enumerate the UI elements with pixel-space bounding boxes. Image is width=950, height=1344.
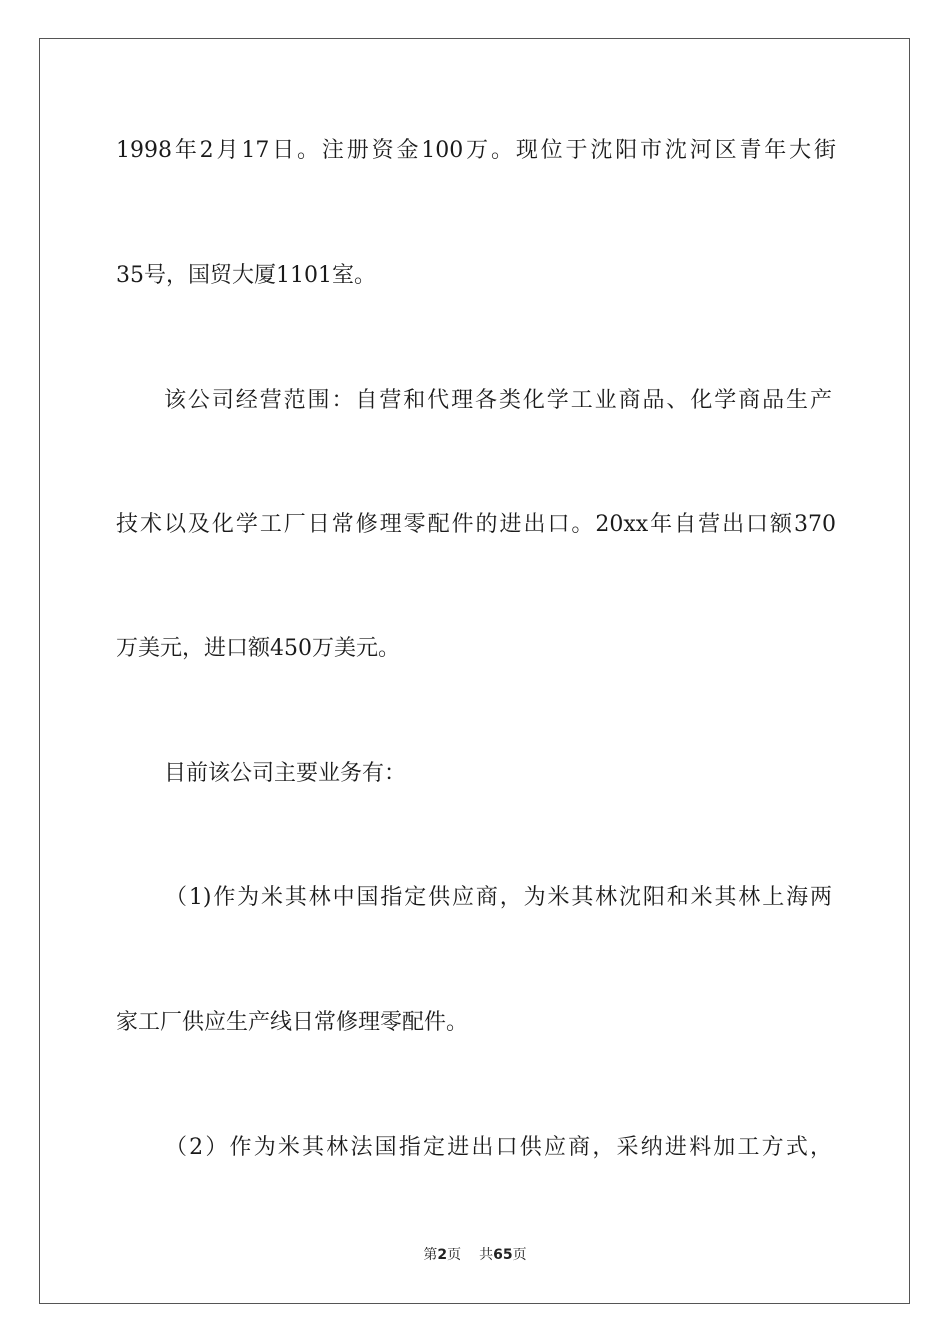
footer-total-prefix: 共 [479,1247,494,1263]
body-line-4: 技术以及化学工厂日常修理零配件的进出口。20xx年自营出口额370 [116,512,836,537]
body-line-1: 1998年2月17日。注册资金100万。现位于沈阳市沈河区青年大街 [116,138,836,163]
footer-page-suffix: 页 [447,1247,462,1263]
page-footer [0,1245,950,1265]
body-line-3: 该公司经营范围：自营和代理各类化学工业商品、化学商品生产 [164,388,832,413]
body-line-9: （2）作为米其林法国指定进出口供应商，采纳进料加工方式， [165,1135,832,1160]
footer-page-number: 2 [437,1247,448,1263]
body-line-7: （1)作为米其林中国指定供应商，为米其林沈阳和米其林上海两 [165,885,832,910]
body-line-8: 家工厂供应生产线日常修理零配件。 [116,1010,469,1035]
body-line-2: 35号，国贸大厦1101室。 [116,263,376,288]
body-line-6: 目前该公司主要业务有： [164,761,407,786]
footer-prefix: 第 [423,1247,438,1263]
body-line-5: 万美元，进口额450万美元。 [116,636,400,661]
footer-total-suffix: 页 [512,1247,527,1263]
footer-total-pages: 65 [493,1247,513,1263]
page-border [39,38,910,1304]
